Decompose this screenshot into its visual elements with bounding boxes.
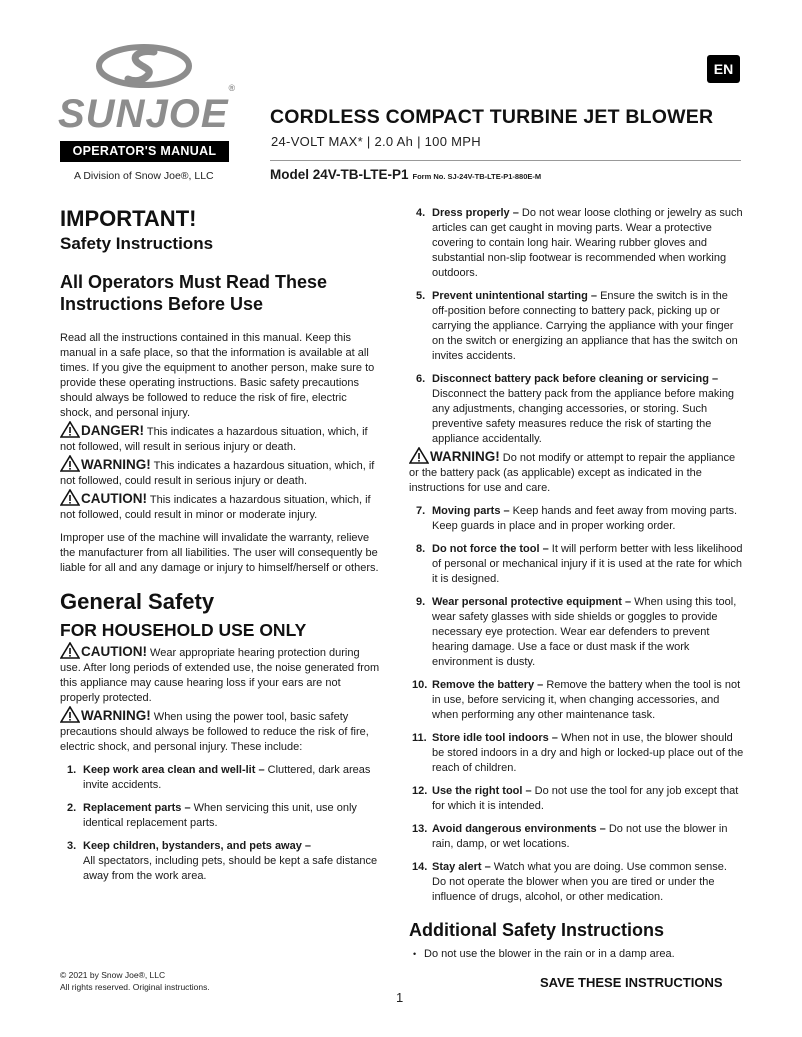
product-subtitle: 24-VOLT MAX* | 2.0 Ah | 100 MPH bbox=[271, 134, 481, 149]
item-title: Do not force the tool – bbox=[432, 543, 549, 555]
item-number: 2. bbox=[67, 802, 77, 814]
item-title: Dress properly – bbox=[432, 207, 519, 219]
item-number: 11. bbox=[412, 732, 427, 744]
item-number: 14. bbox=[412, 861, 428, 873]
danger-label: DANGER! bbox=[81, 423, 144, 438]
caution-label: CAUTION! bbox=[81, 491, 147, 506]
item-title: Keep work area clean and well-lit – bbox=[83, 764, 265, 776]
item-text: Watch what you are doing. Use common sense. Do not operate the blower when you are tired or under the influence of drugs, alcohol, or other medication. bbox=[432, 861, 727, 903]
item-number: 4. bbox=[416, 207, 426, 219]
form-number: Form No. SJ-24V-TB-LTE-P1-880E-M bbox=[412, 172, 542, 181]
caution-label: CAUTION! bbox=[81, 644, 147, 659]
warning-label: WARNING! bbox=[430, 449, 500, 464]
page-number: 1 bbox=[396, 990, 404, 1005]
copyright bbox=[60, 969, 210, 993]
list-item bbox=[409, 372, 744, 447]
warning-triangle-icon bbox=[60, 706, 80, 723]
item-text: Ensure the switch is in the off-position before connecting to battery pack, picking up or carrying the appliance. Carrying the appliance with your finger on the switch or energizing an appliance that has the switch on invites accidents. bbox=[432, 290, 738, 362]
item-title: Keep children, bystanders, and pets away – bbox=[83, 840, 312, 852]
item-text: Do not use the tool for any job except that for which it is intended. bbox=[432, 785, 739, 812]
warning-triangle-icon bbox=[60, 455, 80, 472]
danger-notice bbox=[60, 421, 380, 455]
item-text: Do not wear loose clothing or jewelry as such articles can get caught in moving parts. Wear a protective covering to contain long hair. Wearing rubber gloves and substantial non-slip footwear is recommended when working outdoors. bbox=[432, 207, 743, 279]
rights-line: All rights reserved. Original instructions. bbox=[60, 982, 210, 992]
item-number: 6. bbox=[416, 373, 426, 385]
item-text: When using this tool, wear safety glasses with side shields or goggles to provide necessary eye protection. Wear ear defenders to prevent hearing damage. Use a face or dust mask if the work environment is dusty. bbox=[432, 596, 737, 668]
safety-list-1-3 bbox=[60, 763, 380, 884]
caution-hearing-text: Wear appropriate hearing protection during use. After long periods of extended use, the noise generated from this appliance may cause hearing loss if your ears are not properly protected. bbox=[60, 647, 380, 704]
list-item bbox=[409, 731, 744, 776]
list-item bbox=[409, 289, 744, 364]
item-number: 13. bbox=[412, 823, 428, 835]
list-item bbox=[409, 595, 744, 670]
model-number: Model 24V-TB-LTE-P1 bbox=[270, 167, 409, 182]
warning-triangle-icon bbox=[409, 447, 429, 464]
warning-notice bbox=[60, 455, 380, 489]
list-item bbox=[409, 822, 744, 852]
warning-label: WARNING! bbox=[81, 457, 151, 472]
item-title: Avoid dangerous environments – bbox=[432, 823, 606, 835]
item-number: 7. bbox=[416, 505, 426, 517]
item-number: 8. bbox=[416, 543, 426, 555]
copyright-line: © 2021 by Snow Joe®, LLC bbox=[60, 970, 166, 980]
list-item bbox=[409, 206, 744, 281]
warning-power-tool-notice bbox=[60, 706, 380, 755]
save-instructions: SAVE THESE INSTRUCTIONS bbox=[540, 975, 723, 990]
item-title: Stay alert – bbox=[432, 861, 491, 873]
item-text: Do not use the blower in rain, damp, or wet locations. bbox=[432, 823, 728, 850]
item-text: All spectators, including pets, should be kept a safe distance away from the work area. bbox=[83, 855, 378, 882]
caution-notice bbox=[60, 489, 380, 523]
header-divider bbox=[270, 160, 741, 161]
list-item bbox=[409, 784, 744, 814]
warning-modify-notice bbox=[409, 447, 744, 496]
language-badge: EN bbox=[707, 55, 740, 83]
item-number: 9. bbox=[416, 596, 426, 608]
item-number: 10. bbox=[412, 679, 428, 691]
item-title: Remove the battery – bbox=[432, 679, 544, 691]
warning-triangle-icon bbox=[60, 489, 80, 506]
item-title: Store idle tool indoors – bbox=[432, 732, 558, 744]
sunjoe-logo-mark-icon bbox=[96, 44, 192, 88]
list-item bbox=[60, 839, 380, 884]
warning-text: This indicates a hazardous situation, which, if not followed, could result in serious injury or death. bbox=[60, 460, 375, 487]
caution-text: This indicates a hazardous situation, which, if not followed, could result in minor or moderate injury. bbox=[60, 494, 371, 521]
danger-text: This indicates a hazardous situation, which, if not followed, will result in serious injury or death. bbox=[60, 426, 368, 453]
warning-modify-text: Do not modify or attempt to repair the appliance or the battery pack (as applicable) except as indicated in the instructions for use and care. bbox=[409, 452, 736, 494]
safety-instructions-heading: Safety Instructions bbox=[60, 234, 214, 253]
warning-power-tool-text: When using the power tool, basic safety precautions should always be followed to reduce the risk of fire, electric shock, and personal injury. These include: bbox=[60, 711, 369, 753]
item-text: Keep hands and feet away from moving parts. Keep guards in place and in proper working order. bbox=[432, 505, 738, 532]
item-title: Moving parts – bbox=[432, 505, 510, 517]
household-use-heading: FOR HOUSEHOLD USE ONLY bbox=[60, 620, 307, 640]
item-number: 5. bbox=[416, 290, 426, 302]
item-text: It will perform better with less likelihood of personal or mechanical injury if it is used at the rate for which it is designed. bbox=[432, 543, 743, 585]
list-item: • Do not use the blower in the rain or in a damp area. bbox=[409, 947, 744, 962]
item-title: Prevent unintentional starting – bbox=[432, 290, 598, 302]
warning-triangle-icon bbox=[60, 642, 80, 659]
item-title: Replacement parts – bbox=[83, 802, 191, 814]
brand-wordmark: SUNJOE® bbox=[58, 82, 237, 136]
item-text: Remove the battery when the tool is not in use, before servicing it, when changing accessories, and when performing any other maintenance task. bbox=[432, 679, 741, 721]
list-item bbox=[409, 504, 744, 534]
general-safety-heading: General Safety bbox=[60, 589, 215, 614]
model-line bbox=[270, 166, 541, 184]
operators-manual-band: OPERATOR'S MANUAL bbox=[60, 141, 229, 162]
safety-list-7-14 bbox=[409, 504, 744, 905]
warning-label: WARNING! bbox=[81, 708, 151, 723]
caution-hearing-notice bbox=[60, 642, 380, 706]
warning-triangle-icon bbox=[60, 421, 80, 438]
division-line: A Division of Snow Joe®, LLC bbox=[74, 170, 214, 182]
list-item bbox=[60, 801, 380, 831]
item-number: 3. bbox=[67, 840, 77, 852]
item-number: 1. bbox=[67, 764, 77, 776]
item-number: 12. bbox=[412, 785, 428, 797]
item-text: When servicing this unit, use only identical replacement parts. bbox=[83, 802, 357, 829]
item-title: Use the right tool – bbox=[432, 785, 532, 797]
item-text: Disconnect the battery pack from the appliance before making any adjustments, changing accessories, or storing. Such preventive safety measures reduce the risk of starting the appliance accidentally. bbox=[432, 388, 735, 445]
additional-bullets bbox=[409, 947, 744, 962]
left-column bbox=[60, 206, 380, 884]
list-item bbox=[409, 678, 744, 723]
important-heading: IMPORTANT! bbox=[60, 206, 197, 231]
safety-list-4-6 bbox=[409, 206, 744, 447]
product-title: CORDLESS COMPACT TURBINE JET BLOWER bbox=[270, 106, 714, 128]
item-title: Disconnect battery pack before cleaning or servicing – bbox=[432, 373, 719, 385]
list-item bbox=[60, 763, 380, 793]
item-text: When not in use, the blower should be stored indoors in a dry and high or locked-up place out of the reach of children. bbox=[432, 732, 744, 774]
list-item bbox=[409, 860, 744, 905]
item-text: Cluttered, dark areas invite accidents. bbox=[83, 764, 371, 791]
additional-safety-heading: Additional Safety Instructions bbox=[409, 920, 665, 940]
item-title: Wear personal protective equipment – bbox=[432, 596, 632, 608]
intro-paragraph: Read all the instructions contained in this manual. Keep this manual in a safe place, so that the information is available at all times. If you give the equipment to another person, make sure to provide these operating instructions. Basic safety precautions should always be followed to reduce the risk of fire, electric shock, and personal injury. bbox=[60, 332, 375, 419]
list-item bbox=[409, 542, 744, 587]
improper-use-paragraph: Improper use of the machine will invalidate the warranty, relieve the manufacturer from all liabilities. The user will consequently be liable for all and any damage or injury to himself/herself or others. bbox=[60, 532, 379, 574]
right-column bbox=[409, 206, 744, 962]
all-operators-heading: All Operators Must Read These Instructions Before Use bbox=[60, 272, 328, 314]
